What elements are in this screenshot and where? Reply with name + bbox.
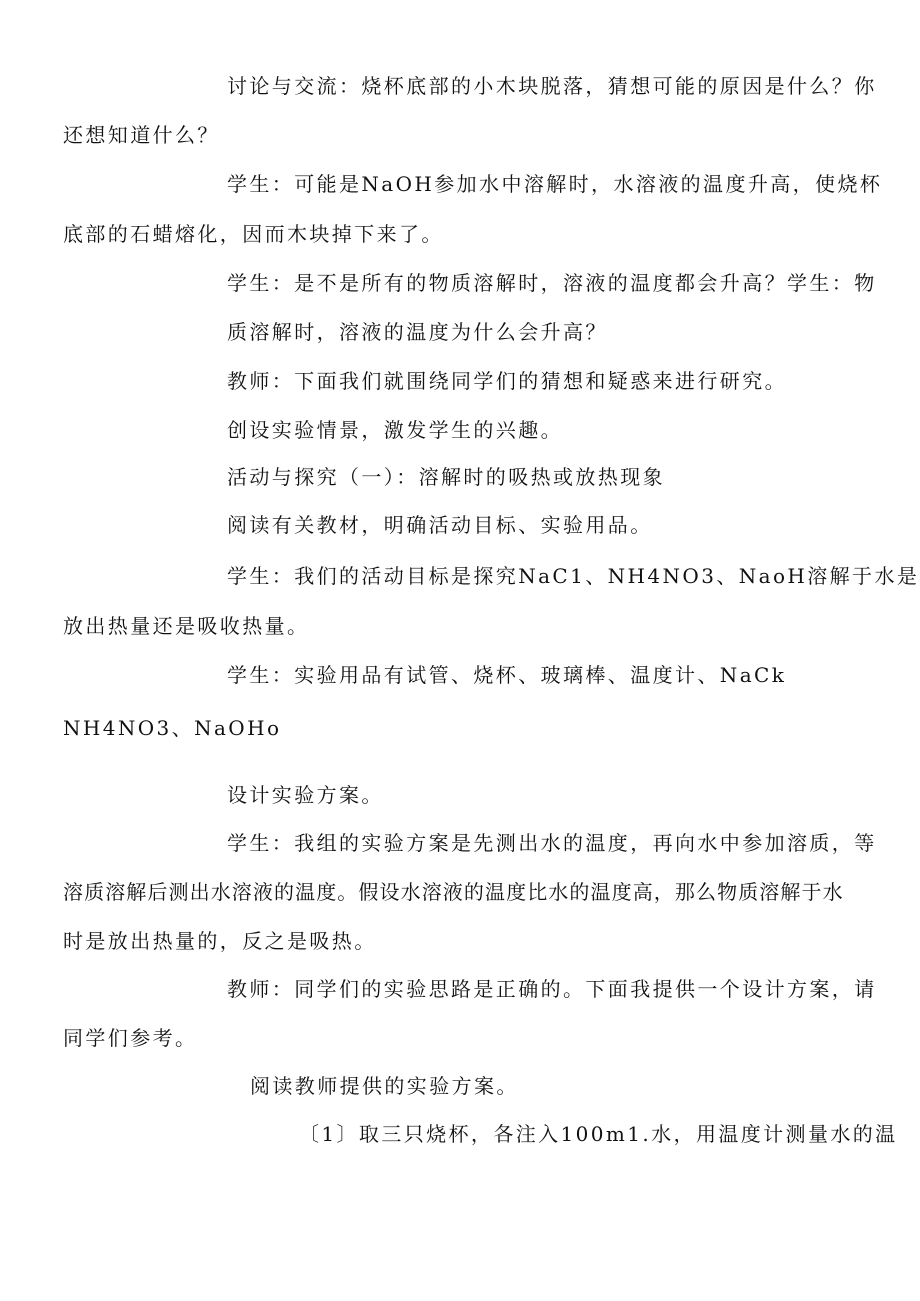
paragraph-line-20: 同学们参考。 [63,1026,198,1050]
paragraph-line-16: 学生：我组的实验方案是先测出水的温度，再向水中参加溶质，等 [227,831,877,855]
paragraph-line-19: 教师：同学们的实验思路是正确的。下面我提供一个设计方案，请 [227,977,877,1001]
paragraph-line-17: 溶质溶解后测出水溶液的温度。假设水溶液的温度比水的温度高，那么物质溶解于水 [63,880,844,904]
paragraph-line-5: 学生：是不是所有的物质溶解时，溶液的温度都会升高？学生：物 [227,271,877,295]
paragraph-line-2: 还想知道什么？ [63,123,220,147]
paragraph-line-3: 学生：可能是NaOH参加水中溶解时，水溶液的温度升高，使烧杯 [227,172,883,196]
paragraph-line-15: 设计实验方案。 [227,783,384,807]
paragraph-line-7: 教师：下面我们就围绕同学们的猜想和疑惑来进行研究。 [227,369,787,393]
paragraph-line-14: NH4NO3、NaOHo [63,716,282,740]
paragraph-line-10: 阅读有关教材，明确活动目标、实验用品。 [227,513,653,537]
paragraph-line-21: 阅读教师提供的实验方案。 [250,1074,519,1098]
paragraph-line-6: 质溶解时，溶液的温度为什么会升高？ [227,320,608,344]
paragraph-line-11: 学生：我们的活动目标是探究NaC1、NH4NO3、NaoH溶解于水是 [227,564,920,588]
paragraph-line-12: 放出热量还是吸收热量。 [63,614,310,638]
paragraph-line-8: 创设实验情景，激发学生的兴趣。 [227,418,563,442]
paragraph-line-4: 底部的石蜡熔化，因而木块掉下来了。 [63,222,444,246]
paragraph-line-18: 时是放出热量的，反之是吸热。 [63,929,377,953]
paragraph-line-9: 活动与探究（一）：溶解时的吸热或放热现象 [227,465,665,489]
paragraph-line-1: 讨论与交流：烧杯底部的小木块脱落，猜想可能的原因是什么？你 [227,74,877,98]
paragraph-line-13: 学生：实验用品有试管、烧杯、玻璃棒、温度计、NaCk [227,663,787,687]
paragraph-line-22: 〔1〕取三只烧杯，各注入100m1.水，用温度计测量水的温 [299,1122,898,1146]
